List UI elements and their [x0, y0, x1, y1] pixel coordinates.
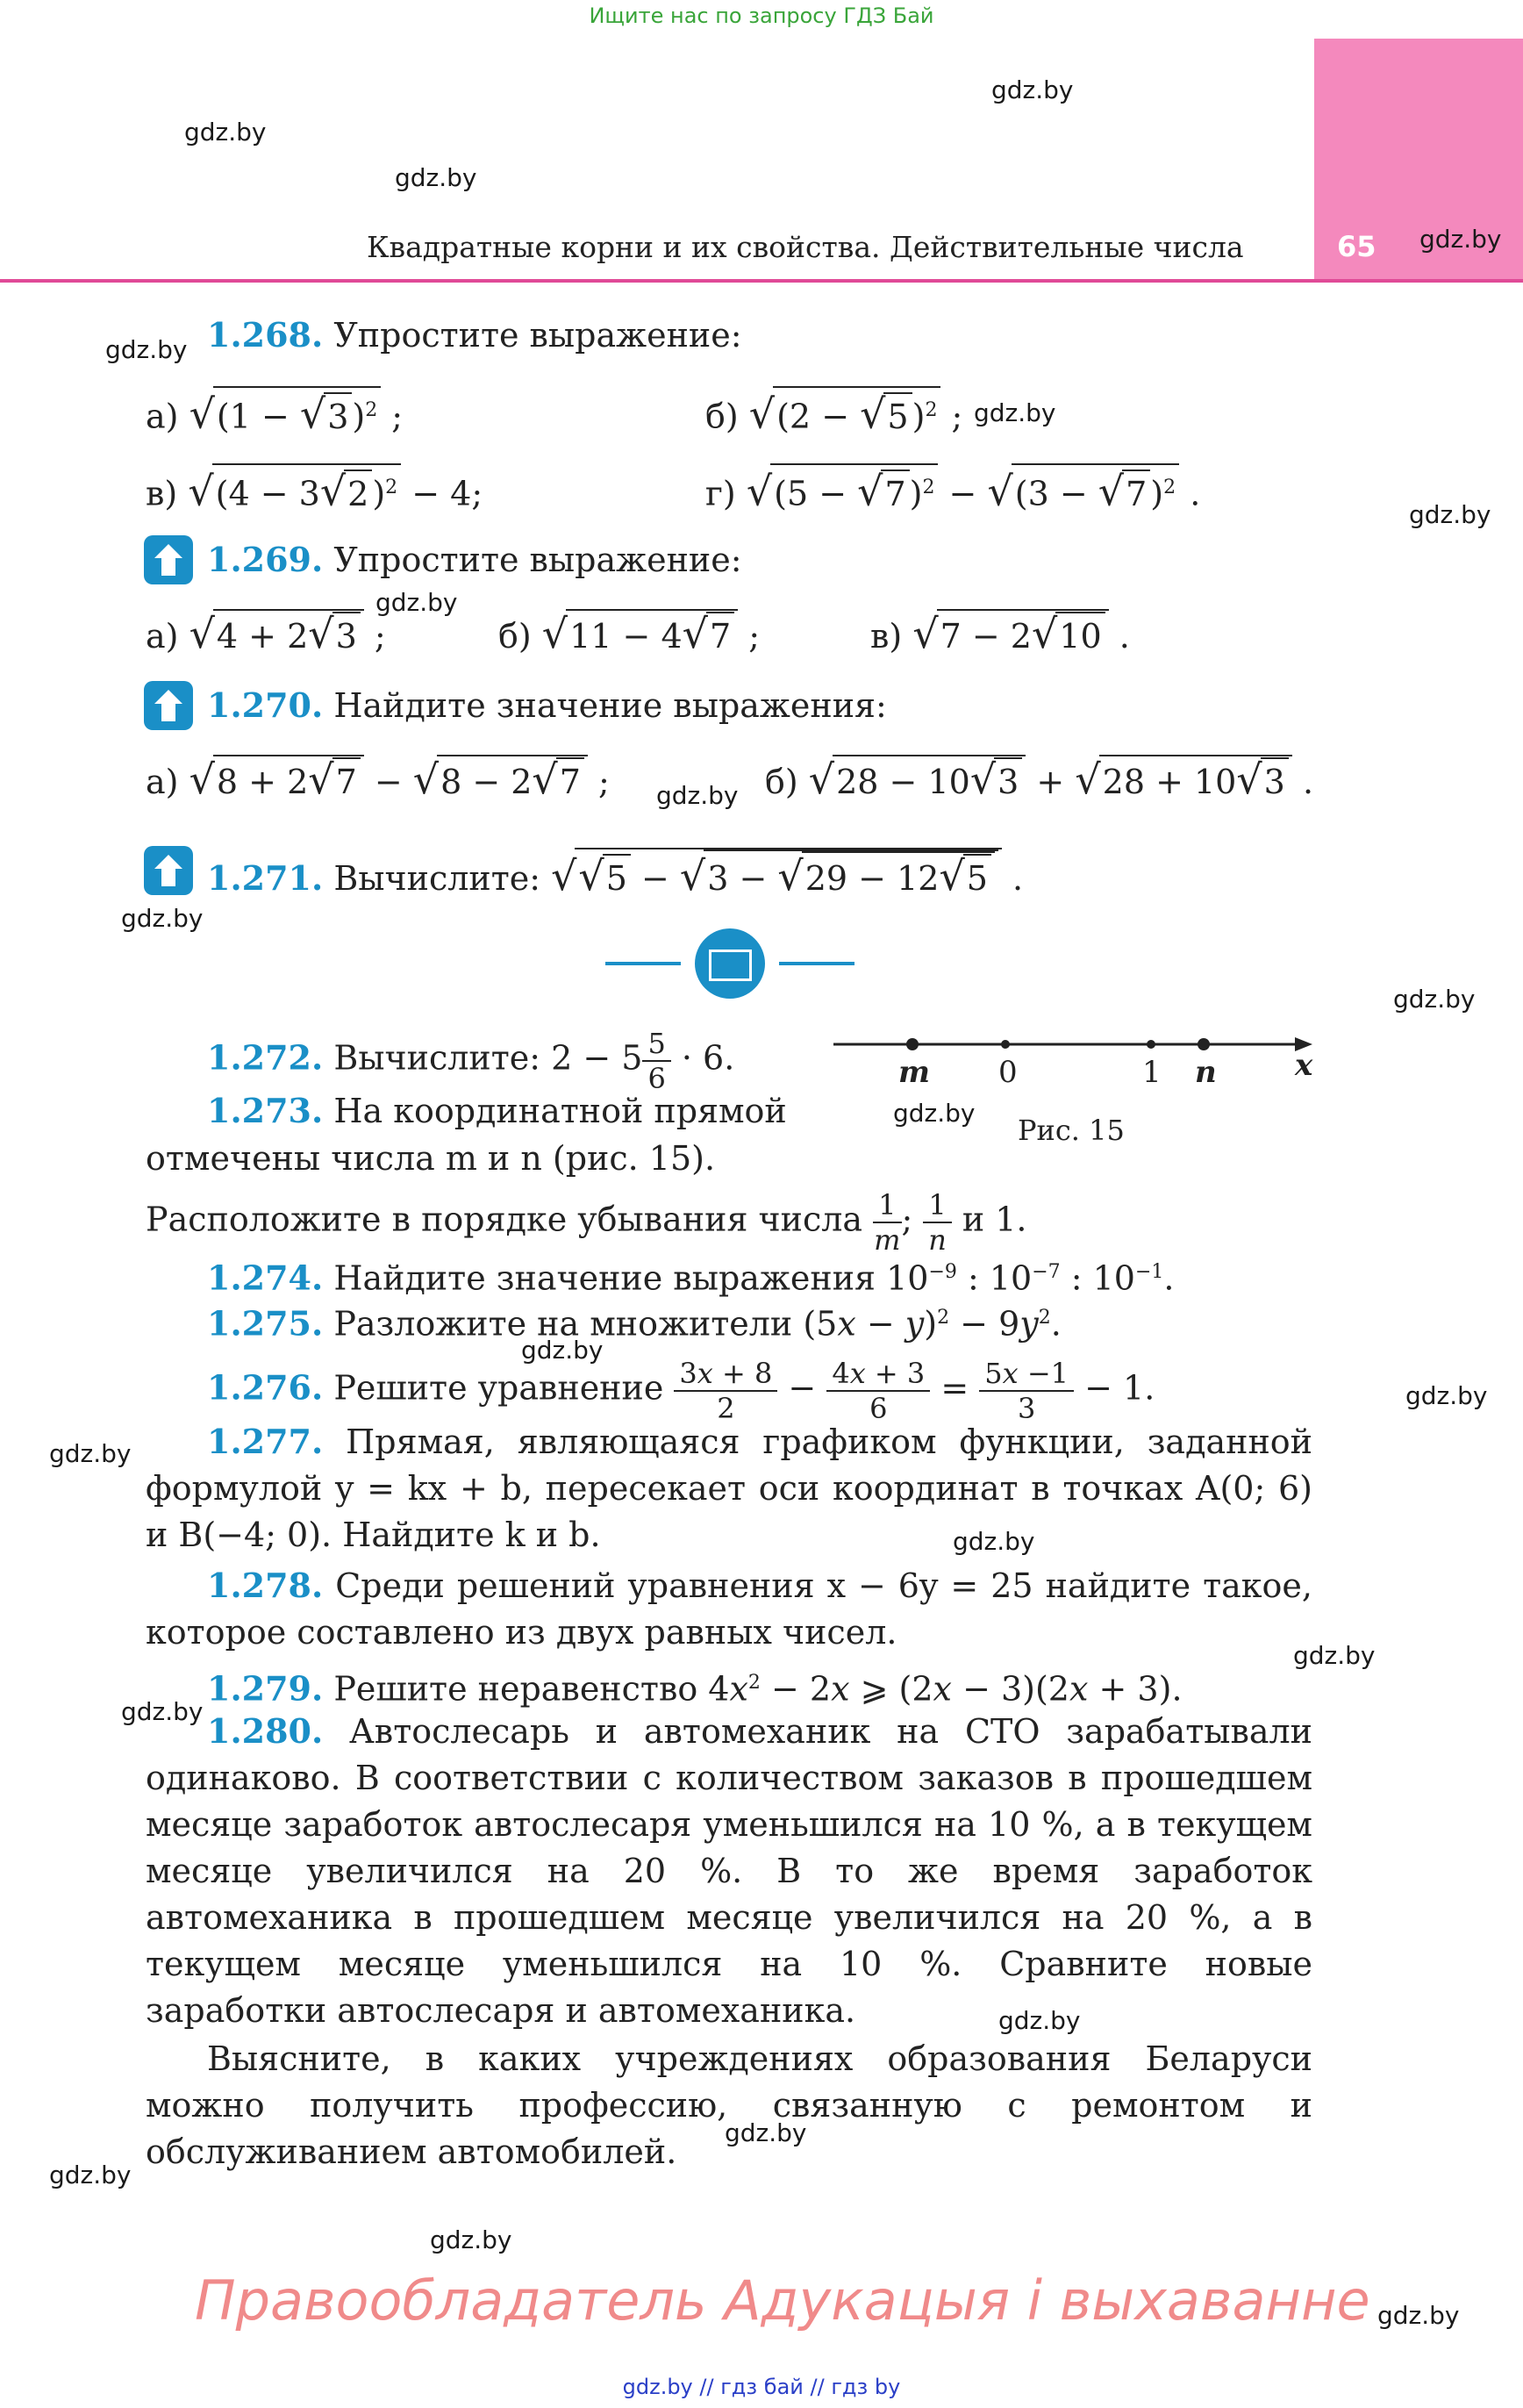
watermark: gdz.by	[121, 1697, 204, 1726]
home-icon	[144, 681, 193, 730]
problem-1273-line1: 1.273. На координатной прямой	[207, 1091, 787, 1130]
expr-1268-a: а) √(1 − √3 )$^2$ ;	[146, 386, 403, 440]
watermark: gdz.by	[395, 163, 477, 192]
expr-1269-a: а) √4 + 2√3 ;	[146, 610, 386, 657]
problem-1272: 1.272. Вычислите: 2 − 5 $\frac{5}{6}$ · 6.	[207, 1027, 735, 1095]
watermark: gdz.by	[656, 781, 739, 810]
running-header: Квадратные корни и их свойства. Действительные числа	[367, 230, 1244, 264]
watermark: gdz.by	[121, 904, 204, 933]
copyright-footer: Правообладатель Адукацыя і выхаванне	[195, 2268, 1370, 2333]
expr-1268-g: г) √(5 − √7 )$^2$ − √(3 − √7 )$^2$ .	[705, 463, 1200, 517]
watermark: gdz.by	[1393, 985, 1476, 1014]
label-x: x	[1295, 1048, 1313, 1083]
watermark: gdz.by	[49, 2161, 132, 2189]
watermark: gdz.by	[184, 118, 267, 147]
problem-1274: 1.274. Найдите значение выражения $10^{-9}$ : $10^{-7}$ : $10^{-1}$.	[207, 1258, 1175, 1298]
label-n: n	[1195, 1055, 1217, 1090]
watermark: gdz.by	[521, 1336, 604, 1365]
problem-1273-line2: отмечены числа m и n (рис. 15).	[146, 1139, 716, 1178]
watermark: gdz.by	[49, 1439, 132, 1468]
home-icon	[144, 535, 193, 584]
divider-line	[605, 962, 681, 965]
top-banner: Ищите нас по запросу ГДЗ Бай	[589, 4, 934, 28]
problem-1273-line3: Расположите в порядке убывания числа $\frac{1}{m}$ ; $\frac{1}{n}$ и 1.	[146, 1188, 1027, 1257]
problem-1271: 1.271. Вычислите: √√5 − √3 − √29 − 12√5 .	[207, 848, 1023, 901]
problem-1270: 1.270. Найдите значение выражения:	[207, 685, 887, 725]
bottom-links[interactable]: gdz.by // гдз бай // гдз by	[622, 2375, 901, 2399]
page-number: 65	[1337, 230, 1376, 263]
figure-caption: Рис. 15	[1018, 1114, 1125, 1147]
problem-1279: 1.279. Решите неравенство $4x^2 - 2x$ ⩾ (2x − 3)(2x + 3).	[207, 1668, 1183, 1709]
extra-question: Выясните, в каких учреждениях образования Беларуси можно получить профессию, связанную с ремонтом и обслуживанием автомобилей.	[146, 2039, 1312, 2171]
expr-1268-b: б) √(2 − √5 )$^2$ ;	[705, 386, 962, 440]
watermark: gdz.by	[1377, 2301, 1460, 2330]
divider-line	[779, 962, 854, 965]
label-m: m	[898, 1055, 930, 1090]
watermark: gdz.by	[725, 2118, 807, 2147]
label-zero: 0	[998, 1055, 1018, 1090]
watermark: gdz.by	[998, 2006, 1081, 2035]
watermark: gdz.by	[1419, 225, 1502, 254]
watermark: gdz.by	[375, 588, 458, 617]
watermark: gdz.by	[430, 2225, 512, 2254]
problem-1269: 1.269. Упростите выражение:	[207, 540, 742, 579]
header-rule	[0, 279, 1523, 283]
problem-1275: 1.275. Разложите на множители $(5x - y)^2 - 9y^2$.	[207, 1303, 1062, 1344]
expr-1270-a: а) √8 + 2√7 − √8 − 2√7 ;	[146, 756, 610, 803]
problem-1278: 1.278. Среди решений уравнения x − 6y = 25 найдите такое, которое составлено из двух равных чисел.	[146, 1566, 1312, 1652]
expr-1269-v: в) √7 − 2√10 .	[870, 610, 1130, 657]
book-icon	[695, 928, 765, 999]
watermark: gdz.by	[105, 335, 188, 364]
expr-1269-b: б) √11 − 4√7 ;	[498, 610, 761, 657]
watermark: gdz.by	[991, 75, 1074, 104]
problem-1276: 1.276. Решите уравнение $\frac{3x + 8}{2}$ − $\frac{4x + 3}{6}$ = $\frac{5x -1}{3}$ − 1.	[207, 1357, 1155, 1425]
watermark: gdz.by	[1405, 1381, 1488, 1410]
expr-1268-v: в) √(4 − 3√2 )$^2$ − 4;	[146, 463, 483, 517]
watermark: gdz.by	[974, 398, 1056, 427]
problem-1268: 1.268. Упростите выражение:	[207, 315, 742, 355]
watermark: gdz.by	[953, 1527, 1035, 1556]
home-icon	[144, 846, 193, 895]
watermark: gdz.by	[1293, 1641, 1376, 1670]
expr-1270-b: б) √28 − 10√3 + √28 + 10√3 .	[765, 756, 1314, 803]
watermark: gdz.by	[893, 1099, 976, 1128]
problem-1280: 1.280. Автослесарь и автомеханик на СТО зарабатывали одинаково. В соответствии с количеством заказов в прошедшем месяце заработок автослесаря уменьшился на 10 %, а в текущем месяце увеличился на 20 %. В то же время заработок автомеханика в прошедшем месяце увеличился на 20 %, а в текущем месяце уменьшился на 10 %. Сравните новые заработки автослесаря и автомеханика.	[146, 1711, 1312, 2030]
problem-1277: 1.277. Прямая, являющаяся графиком функции, заданной формулой y = kx + b, пересекает оси координат в точках A(0; 6) и B(−4; 0). Найдите k и b.	[146, 1422, 1312, 1554]
label-one: 1	[1142, 1055, 1162, 1090]
watermark: gdz.by	[1409, 500, 1491, 529]
